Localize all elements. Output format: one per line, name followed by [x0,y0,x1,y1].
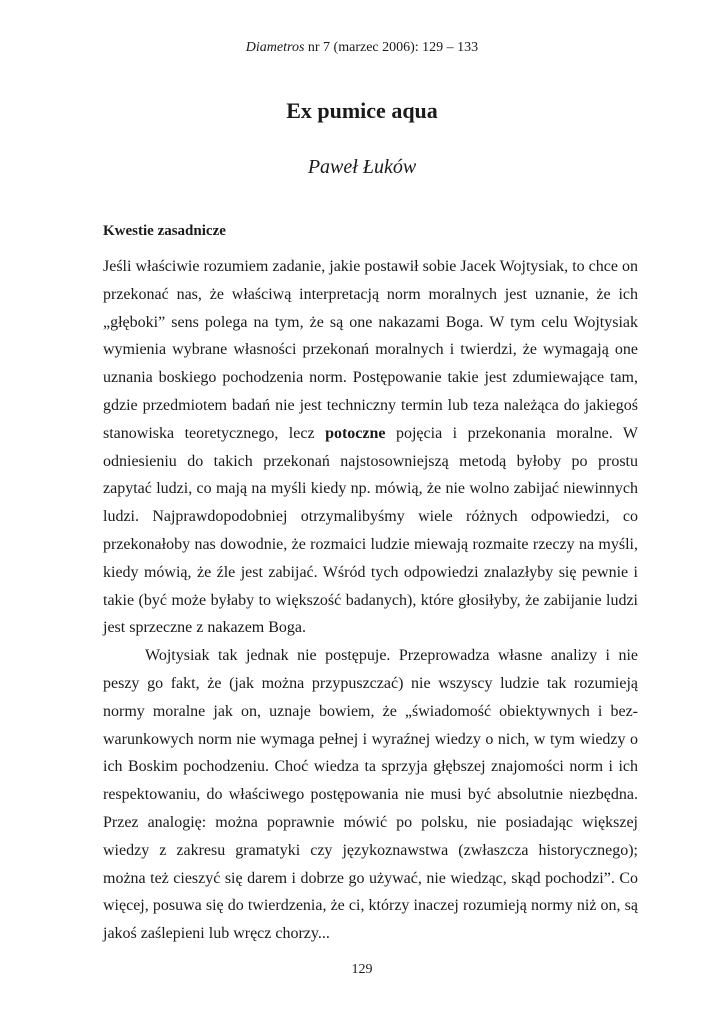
paragraph-1-part-1: Jeśli właściwie rozumiem zadanie, jakie postawił sobie Jacek Wojtysiak, to chce on przekonać nas, że właściwą interpretacją norm moralnych jest uznanie, że ich „głęboki” sens polega na tym, że są one nakazami Boga. W tym celu Wojtysiak wymienia wybrane własności przekonań moralnych i twierdzi, że wymagają one uznania boskiego pochodzenia norm. Postępowanie takie jest zdumiewające tam, gdzie przedmiotem badań nie jest techniczny termin lub teza należąca do jakiegoś stanowiska teoretycznego, lecz [103,258,638,442]
paragraph-1 [103,253,638,642]
paragraph-1-part-2: pojęcia i przekonania moralne. W odniesieniu do takich przekonań najstosowniejszą metodą byłoby po prostu zapytać ludzi, co mają na myśli kiedy np. mówią, że nie wolno zabijać niewinnych ludzi. Najprawdopodobniej otrzymalibyśmy wiele różnych odpowiedzi, co przekonałoby nas dowodnie, że rozmaici ludzie miewają rozmaite rzeczy na myśli, kiedy mówią, że źle jest zabijać. Wśród tych odpowiedzi znalazłyby się pewnie i takie (być może byłaby to większość badanych), które głosiłyby, że zabijanie ludzi jest sprzeczne z nakazem Boga. [103,424,639,637]
page-number: 129 [351,962,373,977]
journal-name: Diametros [245,40,305,55]
section-heading: Kwestie zasadnicze [103,223,226,239]
article-title: Ex pumice aqua [286,98,438,123]
bold-term: potoczne [325,424,386,442]
running-head [0,40,724,56]
body-text [103,253,638,948]
author-name: Paweł Łuków [307,156,417,178]
citation: nr 7 (marzec 2006): 129 – 133 [304,40,479,55]
paragraph-2: Wojtysiak tak jednak nie postępuje. Przeprowadza własne analizy i nie peszy go fakt, że (jak można przypuszczać) nie wszyscy ludzie tak rozumieją normy moralne jak on, uznaje bowiem, że „świadomość obiektywnych i bez-warunkowych norm nie wymaga pełnej i wyraźnej wiedzy o nich, w tym wiedzy o ich Boskim pochodzeniu. Choć wiedza ta sprzyja głębszej znajomości norm i ich respektowaniu, do właściwego postępowania nie musi być absolutnie niezbędna. Przez analogię: można poprawnie mówić po polsku, nie posiadając większej wiedzy z zakresu gramatyki czy językoznawstwa (zwłaszcza historycznego); można też cieszyć się darem i dobrze go używać, nie wiedząc, skąd pochodzi”. Co więcej, posuwa się do twierdzenia, że ci, którzy inaczej rozumieją normy niż on, są jakoś zaślepieni lub wręcz chorzy... [103,647,638,943]
